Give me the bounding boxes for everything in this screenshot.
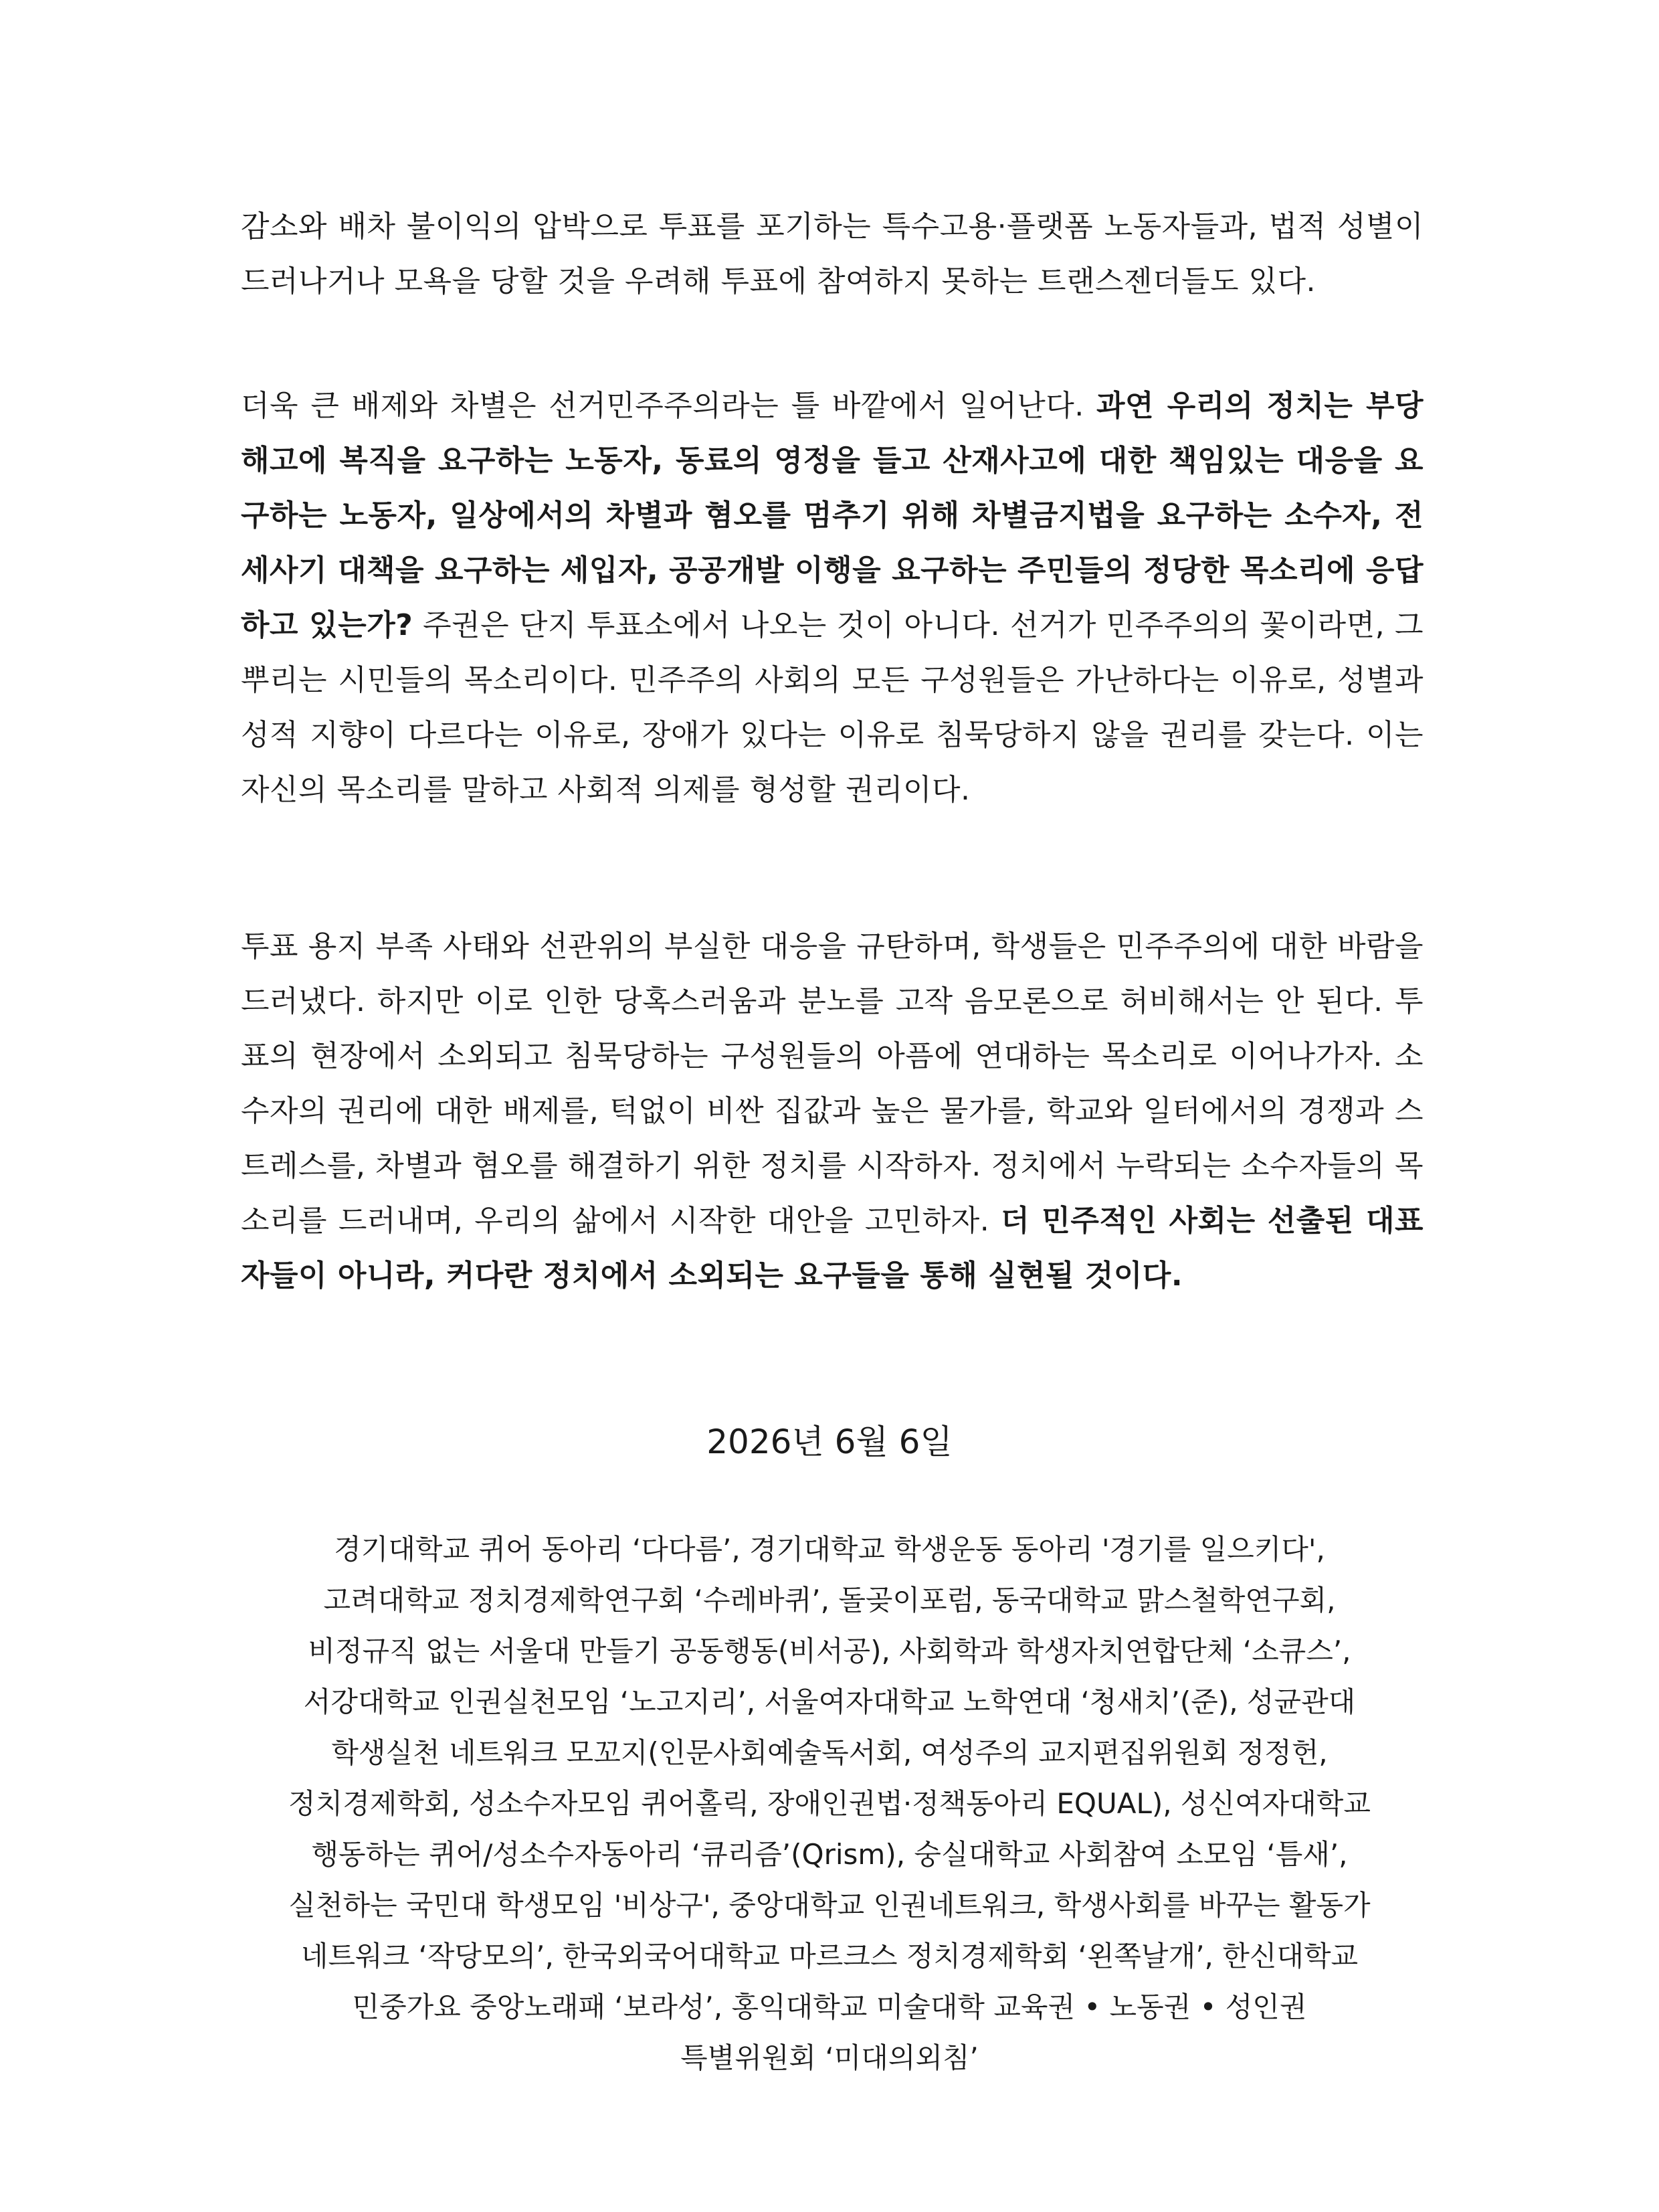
signatory-line: 실천하는 국민대 학생모임 '비상구', 중앙대학교 인권네트워크, 학생사회를 바꾸는 활동가: [288, 1889, 1371, 1922]
paragraph-3-bold-conclusion: 더 민주적인 사회는 선출된 대표자들이 아니라, 커다란 정치에서 소외되는 요구들을 통해 실현될 것이다.: [241, 1204, 1424, 1293]
signatory-line: 학생실천 네트워크 모꼬지(인문사회예술독서회, 여성주의 교지편집위원회 정정헌,: [331, 1736, 1328, 1769]
signatory-line: 비정규직 없는 서울대 만들기 공동행동(비서공), 사회학과 학생자치연합단체 ‘소큐스’,: [308, 1635, 1351, 1667]
signatory-line: 민중가요 중앙노래패 ‘보라성’, 홍익대학교 미술대학 교육권 • 노동권 • 성인권: [352, 1991, 1307, 2023]
signatory-line: 네트워크 ‘작당모의’, 한국외국어대학교 마르크스 정치경제학회 ‘왼쪽날개’, 한신대학교: [300, 1940, 1359, 1972]
signatory-line: 서강대학교 인권실천모임 ‘노고지리’, 서울여자대학교 노학연대 ‘청새치’(준), 성균관대: [303, 1685, 1356, 1718]
signatory-line: 고려대학교 정치경제학연구회 ‘수레바퀴’, 돌곶이포럼, 동국대학교 맑스철학연구회,: [323, 1584, 1336, 1617]
paragraph-3-lead: 투표 용지 부족 사태와 선관위의 부실한 대응을 규탄하며, 학생들은 민주주의에 대한 바람을 드러냈다. 하지만 이로 인한 당혹스러움과 분노를 고작 음모론으로 허비해서는 안 된다. 투표의 현장에서 소외되고 침묵당하는 구성원들의 아픔에 연대하는 목소리로 이어나가자. 소수자의 권리에 대한 배제를, 턱없이 비싼 집값과 높은 물가를, 학교와 일터에서의 경쟁과 스트레스를, 차별과 혐오를 해결하기 위한 정치를 시작하자. 정치에서 누락되는 소수자들의 목소리를 드러내며, 우리의 삶에서 시작한 대안을 고민하자.: [241, 929, 1424, 1238]
signatory-line: 정치경제학회, 성소수자모임 퀴어홀릭, 장애인권법·정책동아리 EQUAL), 성신여자대학교: [288, 1787, 1371, 1820]
signatory-line: 경기대학교 퀴어 동아리 ‘다다름’, 경기대학교 학생운동 동아리 '경기를 일으키다',: [334, 1533, 1325, 1566]
paragraph-2-rest: 주권은 단지 투표소에서 나오는 것이 아니다. 선거가 민주주의의 꽃이라면, 그 뿌리는 시민들의 목소리이다. 민주주의 사회의 모든 구성원들은 가난하다는 이유로, 성별과 성적 지향이 다르다는 이유로, 장애가 있다는 이유로 침묵당하지 않을 권리를 갖는다. 이는 자신의 목소리를 말하고 사회적 의제를 형성할 권리이다.: [241, 608, 1424, 807]
signatory-line: 특별위원회 ‘미대의외침’: [680, 2041, 979, 2074]
paragraph-1: [241, 199, 1424, 309]
paragraph-2-bold-question: 과연 우리의 정치는 부당해고에 복직을 요구하는 노동자, 동료의 영정을 들고 산재사고에 대한 책임있는 대응을 요구하는 노동자, 일상에서의 차별과 혐오를 멈추기 위해 차별금지법을 요구하는 소수자, 전세사기 대책을 요구하는 세입자, 공공개발 이행을 요구하는 주민들의 정당한 목소리에 응답하고 있는가?: [241, 389, 1424, 642]
paragraph-2-lead: 더욱 큰 배제와 차별은 선거민주주의라는 틀 바깥에서 일어난다.: [241, 389, 1097, 423]
paragraph-2: [241, 379, 1424, 818]
paragraph-3: [241, 919, 1424, 1303]
signatories-list: [201, 1524, 1458, 2084]
statement-date: 2026년 6월 6일: [706, 1422, 953, 1461]
paragraph-1-text: 감소와 배차 불이익의 압박으로 투표를 포기하는 특수고용·플랫폼 노동자들과, 법적 성별이 드러나거나 모욕을 당할 것을 우려해 투표에 참여하지 못하는 트랜스젠더들도 있다.: [241, 209, 1424, 298]
signatory-line: 행동하는 퀴어/성소수자동아리 ‘큐리즘’(Qrism), 숭실대학교 사회참여 소모임 ‘틈새’,: [311, 1838, 1348, 1871]
